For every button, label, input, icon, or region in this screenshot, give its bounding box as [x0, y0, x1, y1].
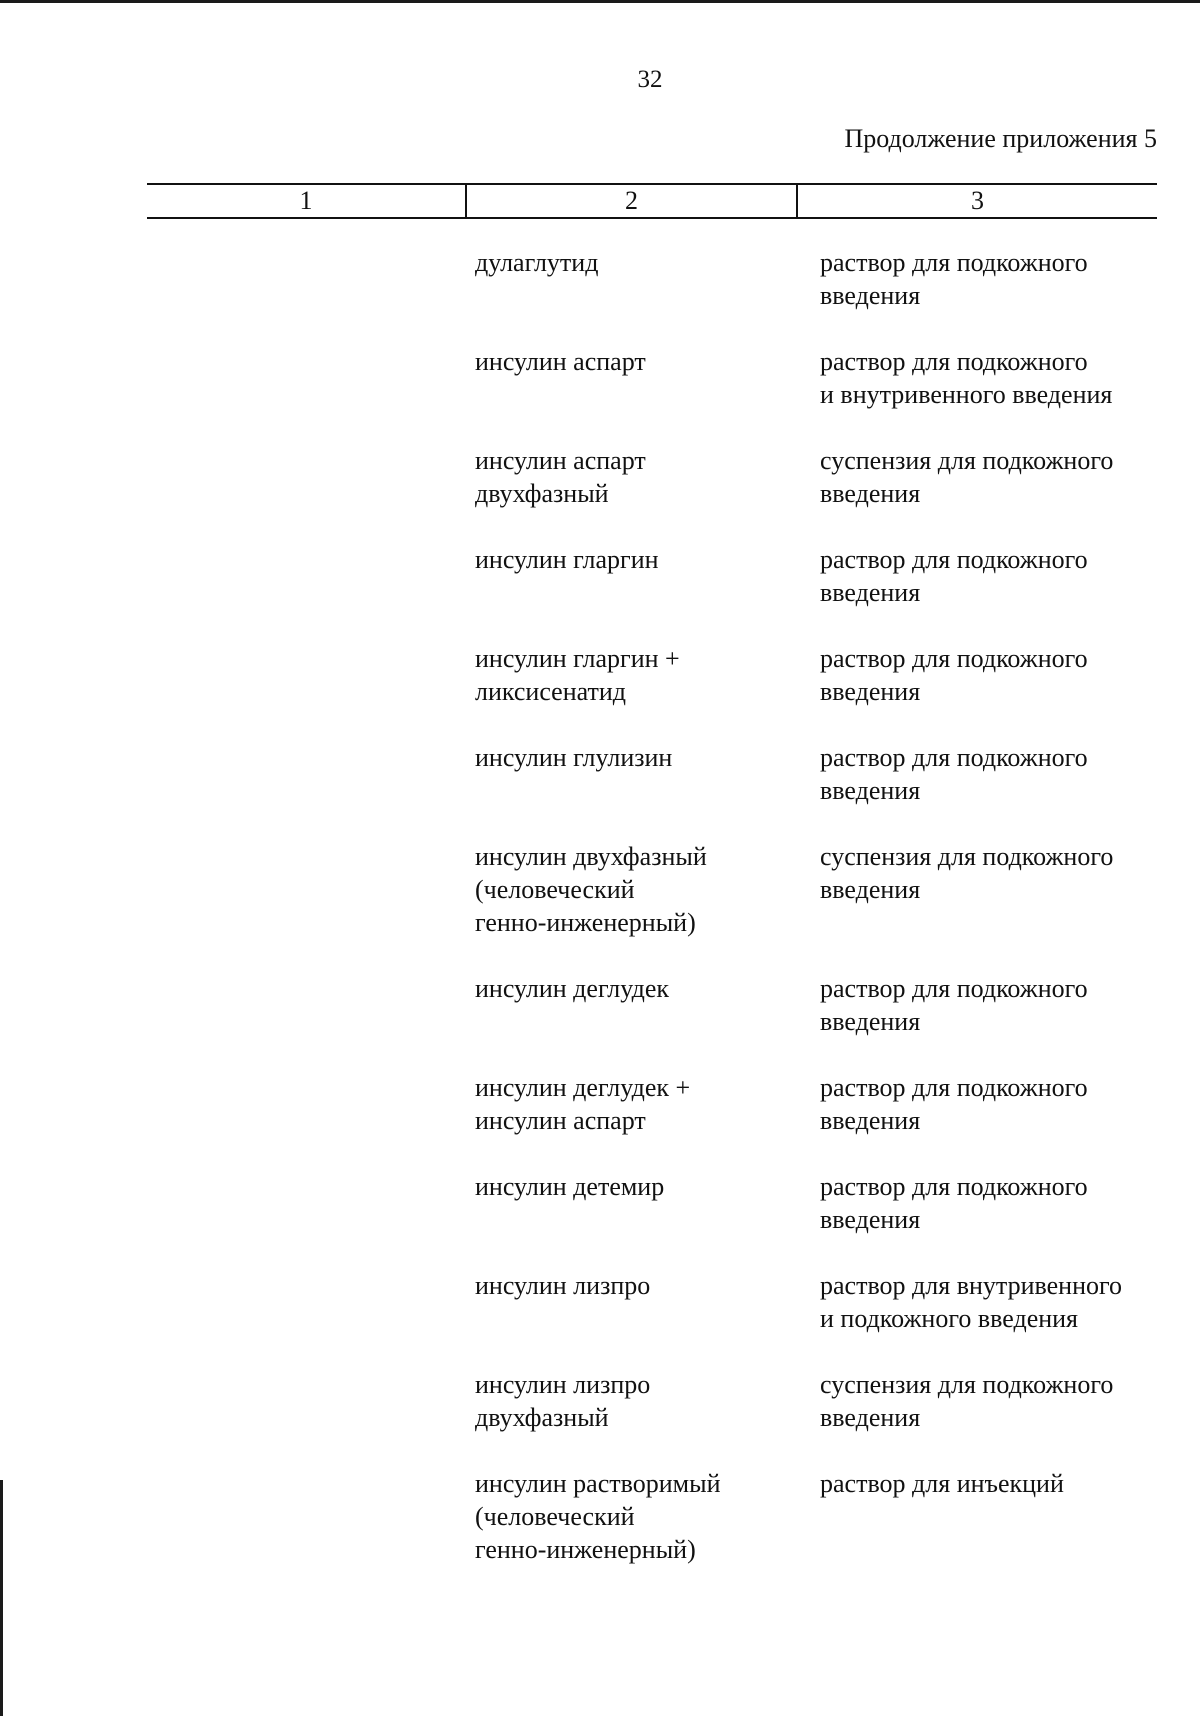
- dosage-form-line: и подкожного введения: [820, 1304, 1079, 1333]
- dosage-form-line: введения: [820, 1106, 921, 1135]
- table-row: [475, 840, 1175, 972]
- drug-name-cell: [475, 543, 820, 642]
- dosage-form-cell: [820, 1269, 1175, 1368]
- drug-name-line: инсулин аспарт: [475, 347, 646, 376]
- header-bottom-rule: [147, 217, 1157, 219]
- dosage-form-line: суспензия для подкожного: [820, 1370, 1114, 1399]
- dosage-form-line: раствор для подкожного: [820, 743, 1088, 772]
- drug-name-line: инсулин глулизин: [475, 743, 673, 772]
- drug-name-line: дулаглутид: [475, 248, 599, 277]
- continuation-label: Продолжение приложения 5: [844, 124, 1157, 153]
- dosage-form-line: введения: [820, 1205, 921, 1234]
- dosage-form-cell: [820, 444, 1175, 543]
- dosage-form-cell: [820, 840, 1175, 972]
- dosage-form-cell: [820, 1368, 1175, 1467]
- drug-name-cell: [475, 1071, 820, 1170]
- dosage-form-line: раствор для подкожного: [820, 974, 1088, 1003]
- page-number: 32: [637, 66, 663, 93]
- drug-name-cell: [475, 1467, 820, 1577]
- dosage-form-line: раствор для подкожного: [820, 1073, 1088, 1102]
- drug-name-cell: [475, 345, 820, 444]
- dosage-form-line: введения: [820, 677, 921, 706]
- drug-name-line: инсулин деглудек: [475, 974, 670, 1003]
- column-header-1: 1: [299, 186, 313, 215]
- drug-name-cell: [475, 741, 820, 840]
- table-row: [475, 741, 1175, 840]
- dosage-form-line: раствор для подкожного: [820, 545, 1088, 574]
- table-row: [475, 642, 1175, 741]
- drug-name-line: ликсисенатид: [475, 677, 627, 706]
- dosage-form-cell: [820, 1071, 1175, 1170]
- header-top-rule: [147, 183, 1157, 185]
- column-header-3: 3: [971, 186, 984, 215]
- page-edge-top: [0, 0, 1200, 3]
- table-row: [475, 345, 1175, 444]
- table-body: [475, 246, 1175, 1577]
- column-header-2: 2: [625, 186, 638, 215]
- table-header: [147, 183, 1157, 219]
- drug-name-line: инсулин аспарт: [475, 446, 646, 475]
- dosage-form-line: и внутривенного введения: [820, 380, 1113, 409]
- dosage-form-line: раствор для подкожного: [820, 644, 1088, 673]
- drug-name-cell: [475, 840, 820, 972]
- dosage-form-cell: [820, 741, 1175, 840]
- table-row: [475, 1368, 1175, 1467]
- drug-name-line: двухфазный: [475, 479, 609, 508]
- dosage-form-line: раствор для подкожного: [820, 1172, 1088, 1201]
- table-row: [475, 972, 1175, 1071]
- dosage-form-line: введения: [820, 479, 921, 508]
- drug-name-cell: [475, 1170, 820, 1269]
- dosage-form-cell: [820, 345, 1175, 444]
- dosage-form-line: введения: [820, 1007, 921, 1036]
- dosage-form-line: раствор для подкожного: [820, 248, 1088, 277]
- drug-name-line: инсулин аспарт: [475, 1106, 646, 1135]
- dosage-form-line: введения: [820, 281, 921, 310]
- table-row: [475, 1269, 1175, 1368]
- drug-name-cell: [475, 642, 820, 741]
- drug-name-line: генно-инженерный): [475, 908, 696, 937]
- drug-name-cell: [475, 1269, 820, 1368]
- table-row: [475, 444, 1175, 543]
- drug-name-line: инсулин детемир: [475, 1172, 665, 1201]
- drug-name-line: генно-инженерный): [475, 1535, 696, 1564]
- table-row: [475, 1170, 1175, 1269]
- table-row: [475, 543, 1175, 642]
- dosage-form-cell: [820, 642, 1175, 741]
- drug-name-cell: [475, 972, 820, 1071]
- dosage-form-cell: [820, 246, 1175, 345]
- drug-name-line: двухфазный: [475, 1403, 609, 1432]
- drug-name-line: инсулин лизпро: [475, 1370, 651, 1399]
- drug-name-line: инсулин гларгин +: [475, 644, 680, 673]
- drug-name-line: инсулин лизпро: [475, 1271, 651, 1300]
- drug-name-line: инсулин гларгин: [475, 545, 659, 574]
- table-row: [475, 1071, 1175, 1170]
- drug-name-line: инсулин растворимый: [475, 1469, 721, 1498]
- drug-name-line: (человеческий: [475, 875, 635, 904]
- dosage-form-cell: [820, 543, 1175, 642]
- dosage-form-cell: [820, 972, 1175, 1071]
- dosage-form-line: суспензия для подкожного: [820, 842, 1114, 871]
- dosage-form-line: введения: [820, 578, 921, 607]
- dosage-form-line: суспензия для подкожного: [820, 446, 1114, 475]
- page-edge-left: [0, 1480, 3, 1716]
- dosage-form-cell: [820, 1170, 1175, 1269]
- dosage-form-line: введения: [820, 776, 921, 805]
- drug-name-cell: [475, 1368, 820, 1467]
- drug-name-cell: [475, 444, 820, 543]
- drug-name-cell: [475, 246, 820, 345]
- dosage-form-cell: [820, 1467, 1175, 1577]
- table-row: [475, 1467, 1175, 1577]
- dosage-form-line: раствор для подкожного: [820, 347, 1088, 376]
- table-row: [475, 246, 1175, 345]
- dosage-form-line: раствор для инъекций: [820, 1469, 1064, 1498]
- drug-name-line: инсулин деглудек +: [475, 1073, 691, 1102]
- dosage-form-line: введения: [820, 1403, 921, 1432]
- dosage-form-line: раствор для внутривенного: [820, 1271, 1122, 1300]
- drug-name-line: инсулин двухфазный: [475, 842, 707, 871]
- dosage-form-line: введения: [820, 875, 921, 904]
- drug-name-line: (человеческий: [475, 1502, 635, 1531]
